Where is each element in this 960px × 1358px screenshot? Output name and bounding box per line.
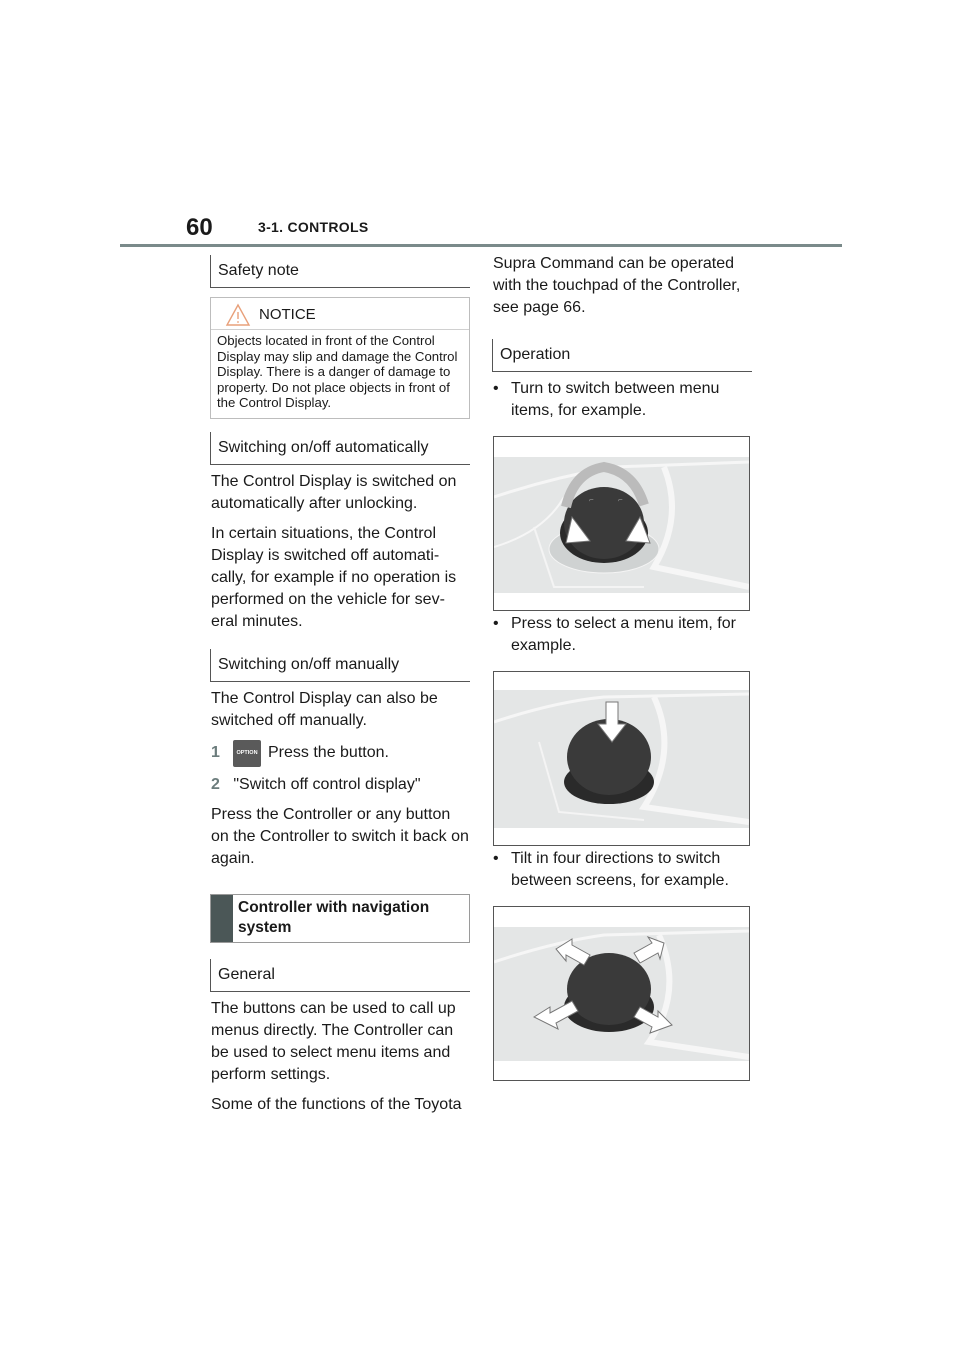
general-paragraph-1: The buttons can be used to call up menus directly. The Controller can be used to select menu items and perform settings.: [211, 1000, 456, 1083]
step-1-number: 1: [211, 744, 220, 761]
controller-heading-box: [210, 894, 470, 943]
auto-heading: [210, 432, 470, 465]
bullet-press-text: Press to select a menu item, for example.: [511, 615, 736, 654]
controller-heading-text: Controller with navigation system: [238, 899, 430, 936]
continued-paragraph: Supra Command can be operated with the touchpad of the Controller, see page 66.: [493, 255, 741, 316]
controller-turn-illustration: [494, 437, 749, 610]
auto-heading-text: Switching on/off automatically: [218, 439, 429, 456]
controller-tilt-illustration: [494, 907, 749, 1080]
figure-tilt-controller: [493, 906, 750, 1081]
manual-paragraph-2: Press the Controller or any button on the Controller to switch it back on again.: [211, 806, 469, 867]
auto-paragraph-2: In certain situations, the Control Display is switched off automati-cally, for example if no operation is performed on the vehicle for sev-eral minutes.: [211, 525, 457, 630]
bullet-turn-text: Turn to switch between menu items, for example.: [511, 380, 720, 419]
general-heading-text: General: [218, 966, 275, 983]
operation-heading-text: Operation: [500, 346, 571, 363]
general-body: [211, 998, 469, 1124]
controller-heading-bar: [211, 895, 233, 942]
operation-heading: [492, 339, 752, 372]
general-heading: [210, 959, 470, 992]
svg-text:⌐: ⌐: [589, 497, 595, 504]
notice-separator: [211, 329, 469, 330]
manual-heading-text: Switching on/off manually: [218, 656, 400, 673]
auto-body: [211, 471, 469, 641]
manual-body: [211, 688, 469, 740]
step-2: [211, 776, 421, 794]
bullet-tilt-text: Tilt in four directions to switch between screens, for example.: [511, 850, 729, 889]
step-2-number: 2: [211, 776, 220, 793]
warning-triangle-icon: [225, 303, 251, 327]
section-title: 3-1. CONTROLS: [258, 219, 369, 235]
figure-turn-controller: [493, 436, 750, 611]
notice-text: Objects located in front of the Control Display may slip and damage the Control Display. There is a danger of damage to property. Do not place objects in front of the Control Display.: [217, 333, 458, 410]
header-rule: [120, 244, 842, 247]
notice-box: [210, 297, 470, 419]
notice-title: NOTICE: [259, 306, 316, 323]
option-button-icon: OPTION: [233, 740, 261, 767]
controller-press-illustration: [494, 672, 749, 845]
safety-note-heading-text: Safety note: [218, 262, 299, 279]
step-1-text: Press the button.: [268, 744, 389, 761]
bullet-dot: •: [493, 850, 499, 867]
manual-paragraph-1: The Control Display can also be switched off manually.: [211, 690, 438, 729]
page-number: 60: [186, 214, 213, 241]
figure-press-controller: [493, 671, 750, 846]
auto-paragraph-1: The Control Display is switched on automatically after unlocking.: [211, 473, 457, 512]
bullet-dot: •: [493, 380, 499, 397]
step-2-text: "Switch off control display": [233, 776, 421, 793]
general-paragraph-2: Some of the functions of the Toyota: [211, 1096, 462, 1113]
safety-note-heading: [210, 255, 470, 288]
svg-text:⌐: ⌐: [618, 497, 624, 504]
step-1: [211, 744, 220, 762]
manual-heading: [210, 649, 470, 682]
continued-body: [493, 253, 751, 327]
manual-body-2: [211, 804, 469, 878]
bullet-dot: •: [493, 615, 499, 632]
